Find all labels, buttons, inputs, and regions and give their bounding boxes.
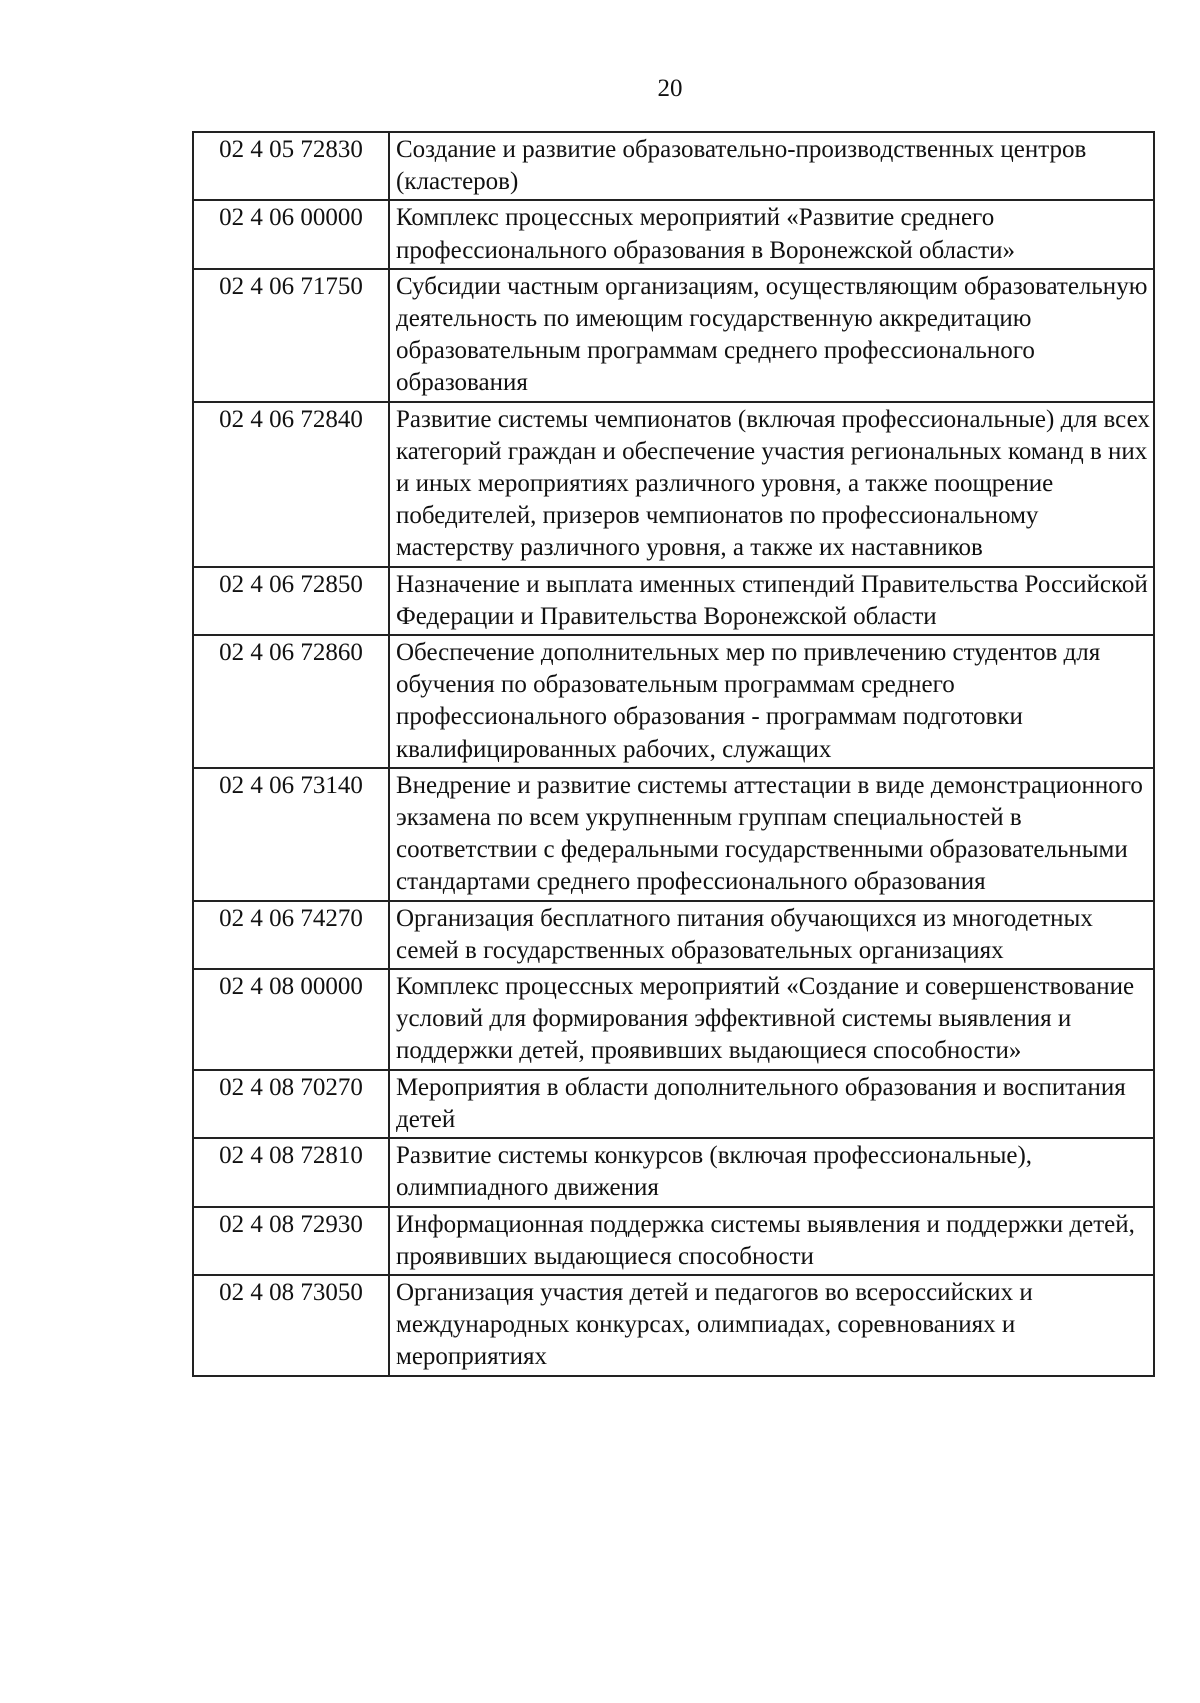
page-number: 20 xyxy=(657,75,683,102)
row-code: 02 4 08 70270 xyxy=(193,1070,389,1138)
row-description: Внедрение и развитие системы аттестации в виде демонстрационного экзамена по всем укрупненным группам специальностей в соответствии с федеральными государственными образовательными стандартами среднего профессионального образования xyxy=(389,768,1154,901)
row-description: Обеспечение дополнительных мер по привлечению студентов для обучения по образовательным программам среднего профессионального образования - программам подготовки квалифицированных рабочих, служащих xyxy=(389,635,1154,768)
row-description: Информационная поддержка системы выявления и поддержки детей, проявивших выдающиеся способности xyxy=(389,1207,1154,1275)
row-code: 02 4 08 00000 xyxy=(193,969,389,1070)
row-code: 02 4 08 72810 xyxy=(193,1138,389,1206)
row-description: Комплекс процессных мероприятий «Развитие среднего профессионального образования в Воронежской области» xyxy=(389,200,1154,268)
row-code: 02 4 06 72850 xyxy=(193,567,389,635)
table-row xyxy=(193,635,1154,768)
row-description: Комплекс процессных мероприятий «Создание и совершенствование условий для формирования эффективной системы выявления и поддержки детей, проявивших выдающиеся способности» xyxy=(389,969,1154,1070)
table-row xyxy=(193,200,1154,268)
table-row xyxy=(193,1207,1154,1275)
table-row xyxy=(193,1070,1154,1138)
row-description: Субсидии частным организациям, осуществляющим образовательную деятельность по имеющим государственную аккредитацию образовательным программам среднего профессионального образования xyxy=(389,269,1154,402)
row-description: Создание и развитие образовательно-производственных центров (кластеров) xyxy=(389,132,1154,200)
table-row xyxy=(193,132,1154,200)
table-row xyxy=(193,567,1154,635)
row-description: Развитие системы чемпионатов (включая профессиональные) для всех категорий граждан и обеспечение участия региональных команд в них и иных мероприятиях различного уровня, а также поощрение победителей, призеров чемпионатов по профессиональному мастерству различного уровня, а также их наставников xyxy=(389,402,1154,567)
row-description: Организация участия детей и педагогов во всероссийских и международных конкурсах, олимпиадах, соревнованиях и мероприятиях xyxy=(389,1275,1154,1376)
row-code: 02 4 06 73140 xyxy=(193,768,389,901)
table-row xyxy=(193,768,1154,901)
row-code: 02 4 08 73050 xyxy=(193,1275,389,1376)
row-code: 02 4 06 71750 xyxy=(193,269,389,402)
table-row xyxy=(193,969,1154,1070)
table-row xyxy=(193,901,1154,969)
table-row xyxy=(193,1138,1154,1206)
row-code: 02 4 06 72860 xyxy=(193,635,389,768)
row-code: 02 4 06 00000 xyxy=(193,200,389,268)
budget-classification-table xyxy=(192,131,1155,1377)
row-description: Назначение и выплата именных стипендий Правительства Российской Федерации и Правительства Воронежской области xyxy=(389,567,1154,635)
row-description: Развитие системы конкурсов (включая профессиональные), олимпиадного движения xyxy=(389,1138,1154,1206)
table-row xyxy=(193,402,1154,567)
row-code: 02 4 08 72930 xyxy=(193,1207,389,1275)
table-row xyxy=(193,269,1154,402)
row-code: 02 4 06 72840 xyxy=(193,402,389,567)
row-description: Мероприятия в области дополнительного образования и воспитания детей xyxy=(389,1070,1154,1138)
row-code: 02 4 05 72830 xyxy=(193,132,389,200)
row-code: 02 4 06 74270 xyxy=(193,901,389,969)
row-description: Организация бесплатного питания обучающихся из многодетных семей в государственных образовательных организациях xyxy=(389,901,1154,969)
table-row xyxy=(193,1275,1154,1376)
